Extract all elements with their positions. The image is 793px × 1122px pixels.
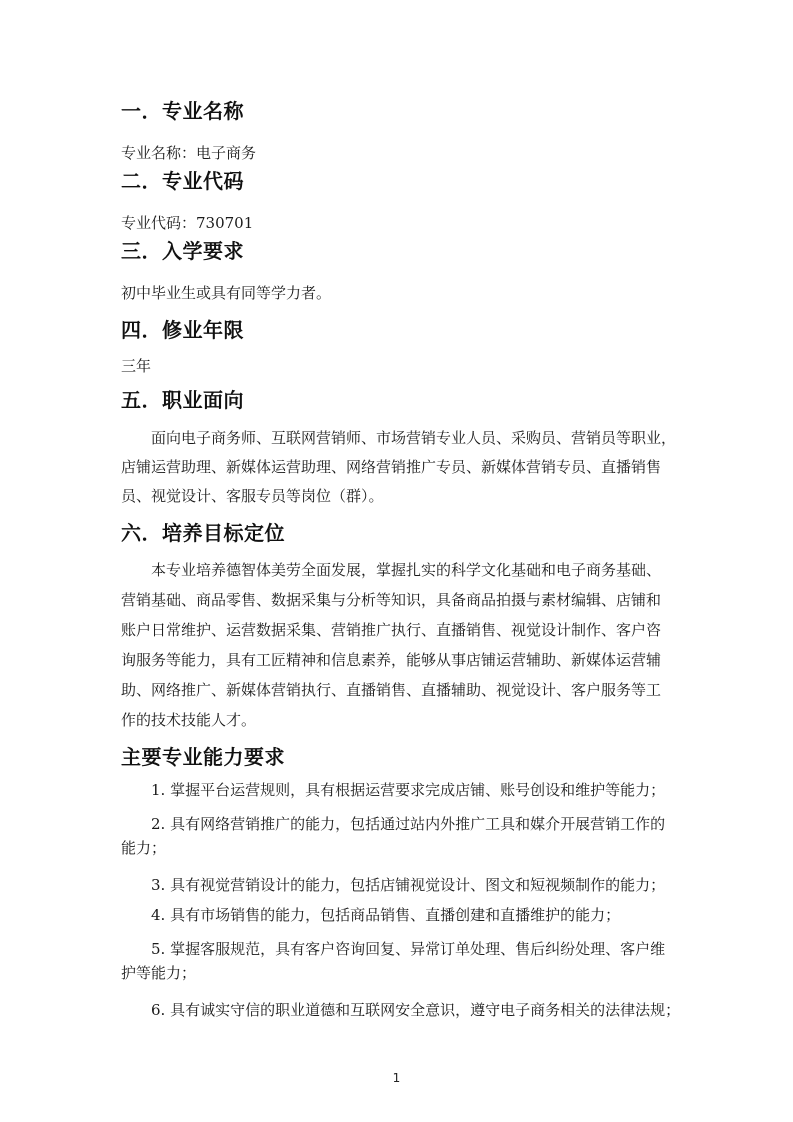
career-line: 店铺运营助理、新媒体运营助理、网络营销推广专员、新媒体营销专员、直播销售 [121,458,662,476]
ability-item-text: 1. 掌握平台运营规则，具有根据运营要求完成店铺、账号创设和维护等能力； [151,781,666,799]
ability-item-text: 2. 具有网络营销推广的能力，包括通过站内外推广工具和媒介开展营销工作的 [151,815,666,833]
goal-line: 本专业培养德智体美劳全面发展，掌握扎实的科学文化基础和电子商务基础、 [151,561,662,579]
ability-item-text: 3. 具有视觉营销设计的能力，包括店铺视觉设计、图文和短视频制作的能力； [151,876,666,894]
ability-item [121,996,701,1024]
ability-item [121,935,701,987]
ability-item-continuation: 护等能力； [121,964,197,982]
goal-line: 营销基础、商品零售、数据采集与分析等知识，具备商品拍摄与素材编辑、店铺和 [121,591,662,609]
section-body-duration: 三年 [121,357,152,375]
goal-line: 助、网络推广、新媒体营销执行、直播销售、直播辅助、视觉设计、客户服务等工 [121,681,662,699]
career-line: 面向电子商务师、互联网营销师、市场营销专业人员、采购员、营销员等职业， [151,429,677,447]
section-heading-admission: 三．入学要求 [121,239,244,263]
page-number: 1 [392,1071,401,1085]
section-body-admission: 初中毕业生或具有同等学力者。 [121,284,332,302]
section-heading-goal: 六．培养目标定位 [121,521,285,545]
section-heading-abilities: 主要专业能力要求 [121,745,285,769]
ability-item-text: 4. 具有市场销售的能力，包括商品销售、直播创建和直播维护的能力； [151,906,621,924]
section-body-name: 专业名称：电子商务 [121,144,257,162]
goal-line: 作的技术技能人才。 [121,711,257,729]
goal-line: 询服务等能力，具有工匠精神和信息素养，能够从事店铺运营辅助、新媒体运营辅 [121,651,662,669]
ability-item [121,871,701,899]
section-heading-career: 五．职业面向 [121,388,244,412]
section-heading-name: 一．专业名称 [121,99,244,123]
ability-item-text: 5. 掌握客服规范，具有客户咨询回复、异常订单处理、售后纠纷处理、客户维 [151,940,666,958]
goal-line: 账户日常维护、运营数据采集、营销推广执行、直播销售、视觉设计制作、客户咨 [121,621,662,639]
section-heading-code: 二．专业代码 [121,169,244,193]
ability-item-text: 6. 具有诚实守信的职业道德和互联网安全意识，遵守电子商务相关的法律法规； [151,1001,681,1019]
ability-item [121,810,701,862]
ability-item-continuation: 能力； [121,839,167,857]
section-body-code: 专业代码：730701 [121,214,254,232]
ability-item [121,901,701,929]
career-line: 员、视觉设计、客服专员等岗位（群）。 [121,487,384,505]
ability-item [121,776,701,804]
section-heading-duration: 四．修业年限 [121,318,244,342]
